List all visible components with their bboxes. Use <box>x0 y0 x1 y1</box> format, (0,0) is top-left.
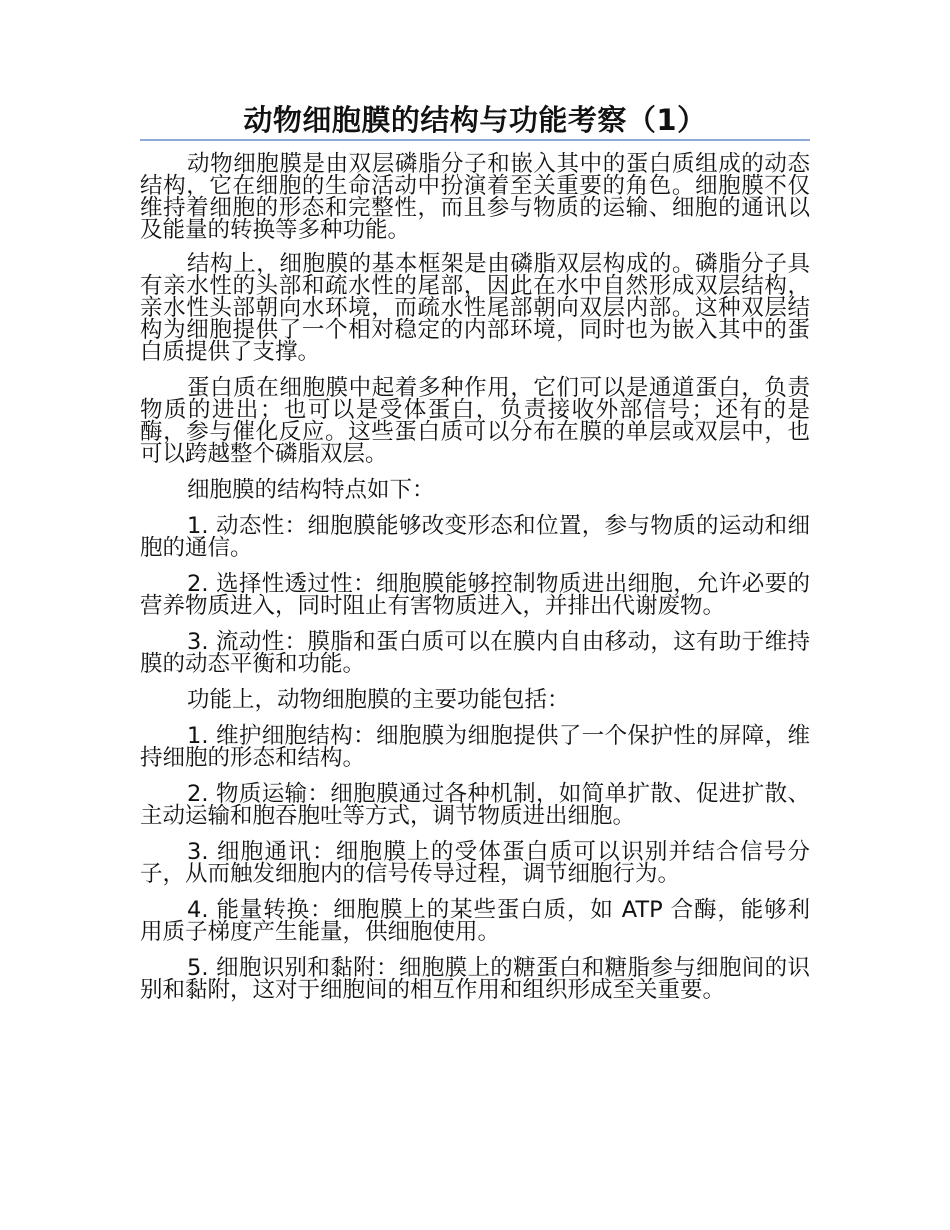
list-item-function-1: 1. 维护细胞结构：细胞膜为细胞提供了一个保护性的屏障，维持细胞的形态和结构。 <box>140 723 810 771</box>
list-item-function-5: 5. 细胞识别和黏附：细胞膜上的糖蛋白和糖脂参与细胞间的识别和黏附，这对于细胞间的相互作用和组织形成至关重要。 <box>140 955 810 1003</box>
list-item-feature-3: 3. 流动性：膜脂和蛋白质可以在膜内自由移动，这有助于维持膜的动态平衡和功能。 <box>140 629 810 677</box>
paragraph-structure-features-heading: 细胞膜的结构特点如下： <box>187 477 435 503</box>
paragraph-intro: 动物细胞膜是由双层磷脂分子和嵌入其中的蛋白质组成的动态结构，它在细胞的生命活动中扮演着至关重要的角色。细胞膜不仅维持着细胞的形态和完整性，而且参与物质的运输、细胞的通讯以及能量的转换等多种功能。 <box>140 151 810 243</box>
paragraph-proteins: 蛋白质在细胞膜中起着多种作用，它们可以是通道蛋白，负责物质的进出；也可以是受体蛋白，负责接收外部信号；还有的是酶，参与催化反应。这些蛋白质可以分布在膜的单层或双层中，也可以跨越整个磷脂双层。 <box>140 375 810 467</box>
list-item-function-2: 2. 物质运输：细胞膜通过各种机制，如简单扩散、促进扩散、主动运输和胞吞胞吐等方式，调节物质进出细胞。 <box>140 781 810 829</box>
paragraph-functions-heading: 功能上，动物细胞膜的主要功能包括： <box>187 687 570 713</box>
paragraph-structure: 结构上，细胞膜的基本框架是由磷脂双层构成的。磷脂分子具有亲水性的头部和疏水性的尾部，因此在水中自然形成双层结构，亲水性头部朝向水环境，而疏水性尾部朝向双层内部。这种双层结构为细胞提供了一个相对稳定的内部环境，同时也为嵌入其中的蛋白质提供了支撑。 <box>140 251 810 365</box>
list-item-feature-1: 1. 动态性：细胞膜能够改变形态和位置，参与物质的运动和细胞的通信。 <box>140 513 810 561</box>
document-title: 动物细胞膜的结构与功能考察（1） <box>243 103 707 137</box>
list-item-function-3: 3. 细胞通讯：细胞膜上的受体蛋白质可以识别并结合信号分子，从而触发细胞内的信号传导过程，调节细胞行为。 <box>140 839 810 887</box>
document-page <box>140 100 810 1015</box>
list-item-feature-2: 2. 选择性透过性：细胞膜能够控制物质进出细胞，允许必要的营养物质进入，同时阻止有害物质进入，并排出代谢废物。 <box>140 571 810 619</box>
list-item-function-4: 4. 能量转换：细胞膜上的某些蛋白质，如 ATP 合酶，能够利用质子梯度产生能量，供细胞使用。 <box>140 897 810 945</box>
